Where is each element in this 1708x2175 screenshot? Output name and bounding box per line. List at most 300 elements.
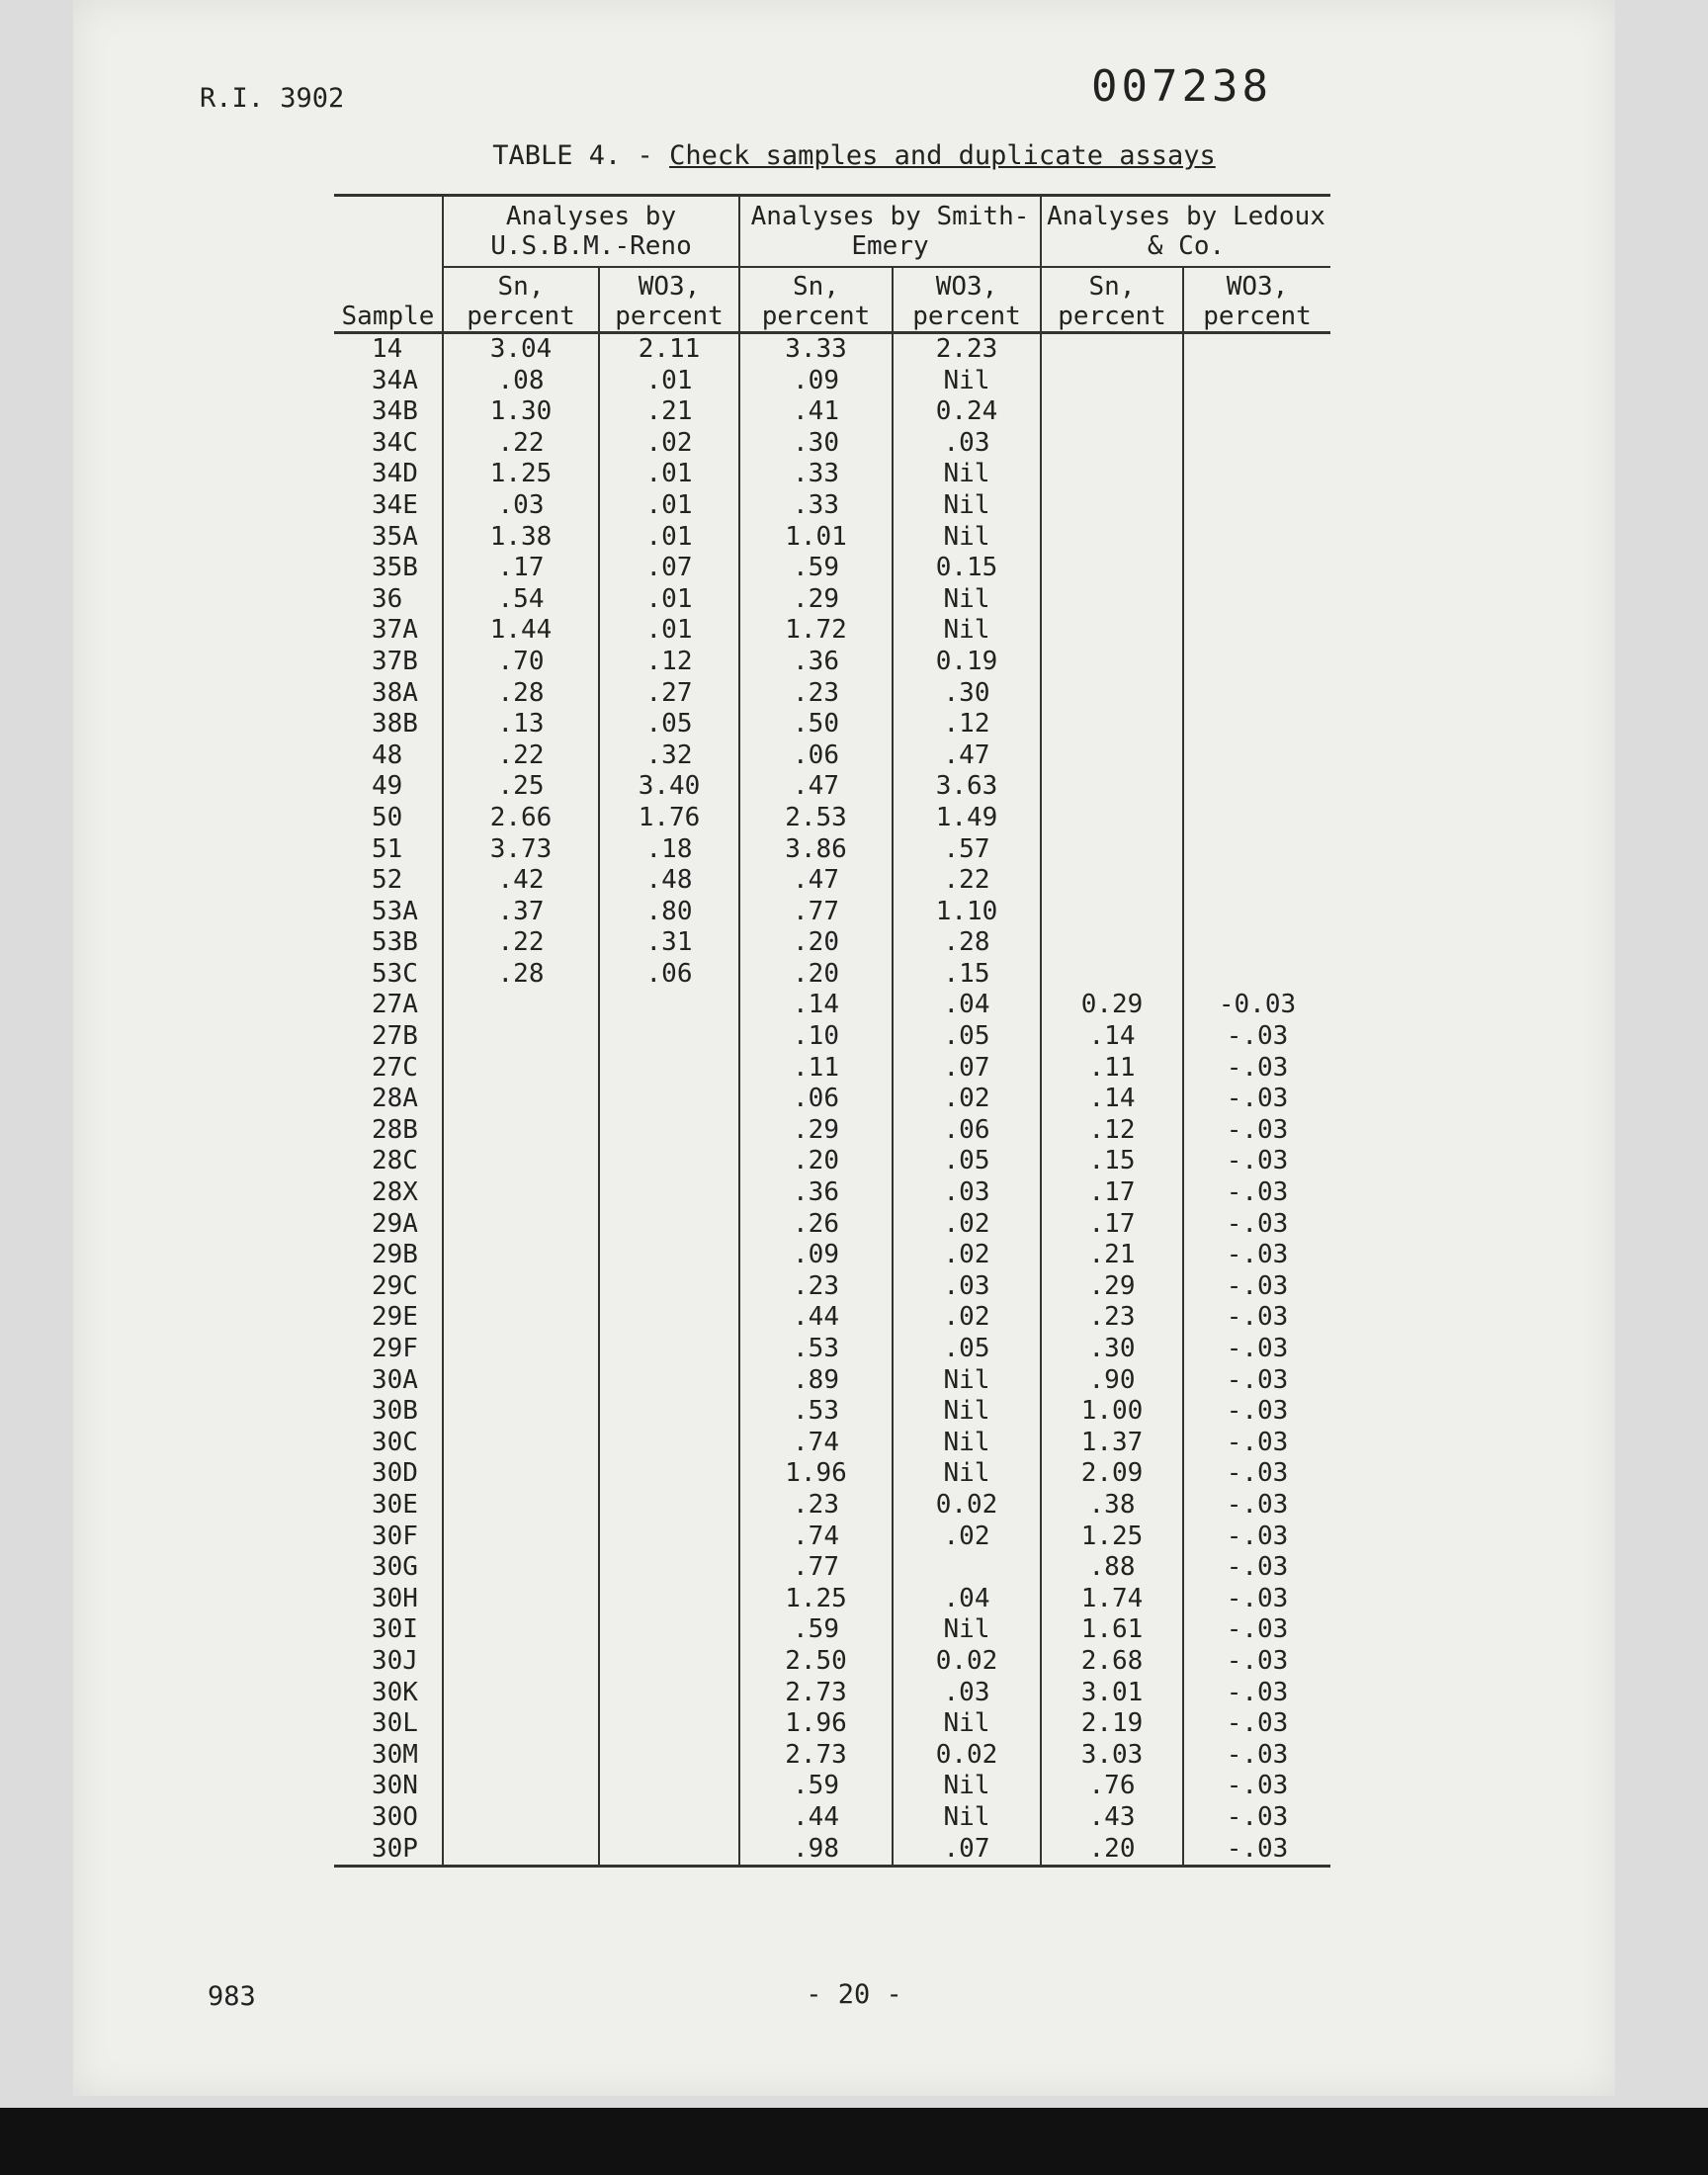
assay-table-container bbox=[334, 194, 1330, 1868]
scan-border bbox=[0, 2108, 1708, 2175]
ledoux-wo3-cell: -.03 bbox=[1183, 1428, 1330, 1459]
usbm-wo3-cell bbox=[599, 1271, 739, 1303]
ledoux-wo3-cell: -.03 bbox=[1183, 1552, 1330, 1584]
ledoux-wo3-cell bbox=[1183, 865, 1330, 897]
smith-sn-cell: .09 bbox=[739, 1240, 893, 1271]
smith-wo3-cell: Nil bbox=[893, 615, 1041, 647]
sample-cell: 30I bbox=[372, 1614, 418, 1645]
ledoux-sn-cell bbox=[1041, 366, 1183, 397]
ledoux-sn-cell bbox=[1041, 803, 1183, 834]
usbm-sn-cell bbox=[443, 1240, 599, 1271]
table-row bbox=[334, 522, 1330, 554]
smith-sn-cell: .74 bbox=[739, 1522, 893, 1553]
sample-cell: 53A bbox=[372, 896, 418, 926]
usbm-sn-cell bbox=[443, 1365, 599, 1397]
ledoux-wo3-cell: -.03 bbox=[1183, 1084, 1330, 1115]
ledoux-wo3-cell bbox=[1183, 927, 1330, 959]
ledoux-wo3-cell bbox=[1183, 459, 1330, 490]
usbm-sn-cell: 1.30 bbox=[443, 396, 599, 428]
ledoux-sn-cell bbox=[1041, 522, 1183, 554]
usbm-sn-cell: 2.66 bbox=[443, 803, 599, 834]
usbm-wo3-cell bbox=[599, 1646, 739, 1678]
sample-cell: 30C bbox=[372, 1427, 418, 1457]
smith-sn-cell: .53 bbox=[739, 1396, 893, 1428]
ledoux-wo3-cell: -.03 bbox=[1183, 1115, 1330, 1147]
table-row bbox=[334, 1708, 1330, 1740]
smith-sn-cell: .29 bbox=[739, 1115, 893, 1147]
usbm-wo3-cell bbox=[599, 1428, 739, 1459]
smith-wo3-cell: .02 bbox=[893, 1522, 1041, 1553]
ledoux-wo3-cell: -.03 bbox=[1183, 1209, 1330, 1241]
smith-sn-cell: .44 bbox=[739, 1802, 893, 1834]
sample-cell: 28C bbox=[372, 1146, 418, 1176]
ledoux-sn-cell bbox=[1041, 834, 1183, 866]
smith-wo3-cell: .57 bbox=[893, 834, 1041, 866]
smith-sn-cell: 1.01 bbox=[739, 522, 893, 554]
ledoux-sn-cell: 2.09 bbox=[1041, 1458, 1183, 1490]
sample-cell: 35A bbox=[372, 521, 418, 552]
sample-cell: 34E bbox=[372, 489, 418, 520]
smith-wo3-cell: 0.02 bbox=[893, 1646, 1041, 1678]
table-row bbox=[334, 1614, 1330, 1646]
table-row bbox=[334, 1834, 1330, 1867]
ledoux-sn-cell bbox=[1041, 771, 1183, 803]
usbm-wo3-cell: .07 bbox=[599, 553, 739, 584]
sample-cell: 35B bbox=[372, 553, 418, 583]
usbm-wo3-cell bbox=[599, 1240, 739, 1271]
ledoux-wo3-cell: -.03 bbox=[1183, 1271, 1330, 1303]
smith-sn-cell: 3.86 bbox=[739, 834, 893, 866]
table-row bbox=[334, 1146, 1330, 1177]
sample-cell: 30B bbox=[372, 1396, 418, 1427]
usbm-wo3-cell bbox=[599, 1396, 739, 1428]
ledoux-wo3-cell: -.03 bbox=[1183, 1614, 1330, 1646]
table-row bbox=[334, 897, 1330, 928]
ledoux-sn-cell bbox=[1041, 959, 1183, 991]
smith-wo3-cell: Nil bbox=[893, 490, 1041, 522]
ledoux-wo3-cell: -.03 bbox=[1183, 1834, 1330, 1867]
sample-cell: 34B bbox=[372, 396, 418, 427]
smith-sn-cell: .20 bbox=[739, 959, 893, 991]
sample-cell: 30F bbox=[372, 1521, 418, 1551]
usbm-wo3-cell: .18 bbox=[599, 834, 739, 866]
ledoux-wo3-cell: -0.03 bbox=[1183, 990, 1330, 1021]
table-row bbox=[334, 615, 1330, 647]
ledoux-wo3-cell: -.03 bbox=[1183, 1365, 1330, 1397]
usbm-wo3-cell bbox=[599, 1334, 739, 1365]
table-row bbox=[334, 553, 1330, 584]
table-row bbox=[334, 396, 1330, 428]
sample-cell: 50 bbox=[372, 802, 403, 832]
smith-sn-cell: .11 bbox=[739, 1053, 893, 1085]
smith-sn-cell: .59 bbox=[739, 1614, 893, 1646]
table-row bbox=[334, 865, 1330, 897]
table-row bbox=[334, 1084, 1330, 1115]
assay-table bbox=[334, 194, 1330, 1868]
ledoux-wo3-cell bbox=[1183, 803, 1330, 834]
sample-group-spacer bbox=[334, 196, 443, 268]
usbm-wo3-cell: 2.11 bbox=[599, 333, 739, 366]
smith-wo3-cell: 0.24 bbox=[893, 396, 1041, 428]
ledoux-wo3-cell bbox=[1183, 771, 1330, 803]
ledoux-sn-cell bbox=[1041, 927, 1183, 959]
smith-sn-cell: .89 bbox=[739, 1365, 893, 1397]
smith-wo3-cell: Nil bbox=[893, 366, 1041, 397]
usbm-wo3-cell bbox=[599, 1678, 739, 1709]
ledoux-wo3-cell: -.03 bbox=[1183, 1584, 1330, 1615]
smith-sn-cell: .20 bbox=[739, 927, 893, 959]
usbm-wo3-cell: .01 bbox=[599, 490, 739, 522]
ledoux-sn-cell bbox=[1041, 897, 1183, 928]
usbm-wo3-cell bbox=[599, 1802, 739, 1834]
smith-wo3-cell: 0.19 bbox=[893, 647, 1041, 678]
ledoux-wo3-cell: -.03 bbox=[1183, 1646, 1330, 1678]
smith-wo3-cell: .22 bbox=[893, 865, 1041, 897]
table-row bbox=[334, 740, 1330, 772]
usbm-sn-cell bbox=[443, 1428, 599, 1459]
usbm-wo3-cell: .02 bbox=[599, 428, 739, 460]
usbm-sn-cell: .03 bbox=[443, 490, 599, 522]
smith-sn-cell: .09 bbox=[739, 366, 893, 397]
usbm-wo3-cell: .05 bbox=[599, 709, 739, 740]
sample-cell: 30G bbox=[372, 1552, 418, 1583]
smith-wo3-cell: .30 bbox=[893, 678, 1041, 710]
ledoux-sn-cell: .38 bbox=[1041, 1490, 1183, 1522]
smith-wo3-cell: 2.23 bbox=[893, 333, 1041, 366]
usbm-sn-cell bbox=[443, 1552, 599, 1584]
usbm-sn-cell: .13 bbox=[443, 709, 599, 740]
usbm-sn-cell bbox=[443, 1802, 599, 1834]
ledoux-sn-cell: 1.25 bbox=[1041, 1522, 1183, 1553]
smith-wo3-cell: 3.63 bbox=[893, 771, 1041, 803]
table-row bbox=[334, 1802, 1330, 1834]
smith-sn-cell: .50 bbox=[739, 709, 893, 740]
usbm-sn-cell bbox=[443, 1209, 599, 1241]
table-row bbox=[334, 803, 1330, 834]
column-header-smith-sn: Sn, percent bbox=[739, 267, 893, 333]
usbm-sn-cell bbox=[443, 1678, 599, 1709]
ledoux-sn-cell bbox=[1041, 584, 1183, 616]
usbm-wo3-cell bbox=[599, 1302, 739, 1334]
usbm-sn-cell bbox=[443, 1396, 599, 1428]
smith-wo3-cell: .03 bbox=[893, 1271, 1041, 1303]
sample-cell: 38B bbox=[372, 709, 418, 740]
smith-sn-cell: .23 bbox=[739, 678, 893, 710]
table-row bbox=[334, 1396, 1330, 1428]
usbm-sn-cell bbox=[443, 1177, 599, 1209]
smith-wo3-cell: .02 bbox=[893, 1084, 1041, 1115]
smith-sn-cell: .10 bbox=[739, 1021, 893, 1053]
ledoux-sn-cell bbox=[1041, 865, 1183, 897]
table-row bbox=[334, 990, 1330, 1021]
usbm-sn-cell: 1.38 bbox=[443, 522, 599, 554]
smith-sn-cell: 1.96 bbox=[739, 1708, 893, 1740]
smith-wo3-cell: Nil bbox=[893, 1365, 1041, 1397]
usbm-sn-cell bbox=[443, 1271, 599, 1303]
smith-wo3-cell bbox=[893, 1552, 1041, 1584]
table-row bbox=[334, 459, 1330, 490]
smith-wo3-cell: .28 bbox=[893, 927, 1041, 959]
ledoux-sn-cell: 2.19 bbox=[1041, 1708, 1183, 1740]
usbm-sn-cell: .17 bbox=[443, 553, 599, 584]
assay-table-body bbox=[334, 333, 1330, 1867]
sample-cell: 34D bbox=[372, 459, 418, 489]
ledoux-sn-cell bbox=[1041, 459, 1183, 490]
usbm-sn-cell bbox=[443, 1021, 599, 1053]
ledoux-sn-cell: 3.03 bbox=[1041, 1740, 1183, 1772]
ledoux-wo3-cell bbox=[1183, 897, 1330, 928]
ledoux-wo3-cell: -.03 bbox=[1183, 1490, 1330, 1522]
sample-cell: 34C bbox=[372, 427, 418, 458]
table-row bbox=[334, 428, 1330, 460]
column-header-ledoux-wo3: WO3, percent bbox=[1183, 267, 1330, 333]
smith-wo3-cell: Nil bbox=[893, 459, 1041, 490]
smith-sn-cell: .74 bbox=[739, 1428, 893, 1459]
sample-cell: 29F bbox=[372, 1334, 418, 1363]
column-header-smith-wo3: WO3, percent bbox=[893, 267, 1041, 333]
ledoux-sn-cell bbox=[1041, 709, 1183, 740]
ledoux-sn-cell: .21 bbox=[1041, 1240, 1183, 1271]
sample-cell: 14 bbox=[372, 334, 403, 364]
smith-sn-cell: .23 bbox=[739, 1271, 893, 1303]
table-row bbox=[334, 490, 1330, 522]
table-row bbox=[334, 1177, 1330, 1209]
sample-cell: 27C bbox=[372, 1052, 418, 1083]
sample-cell: 28B bbox=[372, 1114, 418, 1145]
usbm-sn-cell bbox=[443, 1146, 599, 1177]
ledoux-sn-cell: .20 bbox=[1041, 1834, 1183, 1867]
usbm-sn-cell bbox=[443, 1084, 599, 1115]
smith-wo3-cell: Nil bbox=[893, 522, 1041, 554]
table-row bbox=[334, 1428, 1330, 1459]
smith-sn-cell: 2.73 bbox=[739, 1740, 893, 1772]
smith-sn-cell: .23 bbox=[739, 1490, 893, 1522]
usbm-wo3-cell bbox=[599, 1490, 739, 1522]
smith-wo3-cell: Nil bbox=[893, 584, 1041, 616]
ledoux-sn-cell: .88 bbox=[1041, 1552, 1183, 1584]
table-row bbox=[334, 709, 1330, 740]
sample-cell: 38A bbox=[372, 677, 418, 708]
ledoux-sn-cell bbox=[1041, 740, 1183, 772]
column-header-usbm-wo3: WO3, percent bbox=[599, 267, 739, 333]
usbm-wo3-cell: .12 bbox=[599, 647, 739, 678]
table-row bbox=[334, 1053, 1330, 1085]
sample-cell: 37A bbox=[372, 615, 418, 646]
smith-wo3-cell: .03 bbox=[893, 1678, 1041, 1709]
usbm-wo3-cell bbox=[599, 1771, 739, 1802]
usbm-wo3-cell bbox=[599, 1614, 739, 1646]
ledoux-wo3-cell: -.03 bbox=[1183, 1302, 1330, 1334]
usbm-wo3-cell bbox=[599, 1708, 739, 1740]
smith-wo3-cell: 0.15 bbox=[893, 553, 1041, 584]
smith-wo3-cell: .05 bbox=[893, 1334, 1041, 1365]
table-row bbox=[334, 1458, 1330, 1490]
smith-sn-cell: .33 bbox=[739, 490, 893, 522]
usbm-sn-cell: .70 bbox=[443, 647, 599, 678]
table-row bbox=[334, 1240, 1330, 1271]
sample-cell: 30K bbox=[372, 1677, 418, 1707]
smith-sn-cell: .44 bbox=[739, 1302, 893, 1334]
ledoux-sn-cell: .14 bbox=[1041, 1021, 1183, 1053]
ledoux-sn-cell: .11 bbox=[1041, 1053, 1183, 1085]
table-row bbox=[334, 1552, 1330, 1584]
ledoux-sn-cell: 1.74 bbox=[1041, 1584, 1183, 1615]
report-id: R.I. 3902 bbox=[200, 83, 345, 114]
ledoux-sn-cell bbox=[1041, 678, 1183, 710]
usbm-wo3-cell bbox=[599, 1053, 739, 1085]
table-row bbox=[334, 1646, 1330, 1678]
usbm-sn-cell bbox=[443, 1646, 599, 1678]
sample-cell: 36 bbox=[372, 583, 403, 614]
smith-wo3-cell: Nil bbox=[893, 1802, 1041, 1834]
usbm-sn-cell: 3.04 bbox=[443, 333, 599, 366]
smith-sn-cell: .30 bbox=[739, 428, 893, 460]
usbm-wo3-cell: .31 bbox=[599, 927, 739, 959]
smith-sn-cell: .98 bbox=[739, 1834, 893, 1867]
sample-cell: 27A bbox=[372, 990, 418, 1020]
usbm-sn-cell: 3.73 bbox=[443, 834, 599, 866]
ledoux-wo3-cell bbox=[1183, 959, 1330, 991]
table-row bbox=[334, 1209, 1330, 1241]
sample-cell: 30L bbox=[372, 1708, 418, 1739]
ledoux-sn-cell: .30 bbox=[1041, 1334, 1183, 1365]
footer-code: 983 bbox=[208, 1981, 256, 2012]
ledoux-wo3-cell: -.03 bbox=[1183, 1771, 1330, 1802]
sample-cell: 53B bbox=[372, 927, 418, 958]
table-row bbox=[334, 959, 1330, 991]
sample-cell: 53C bbox=[372, 958, 418, 989]
smith-sn-cell: .59 bbox=[739, 553, 893, 584]
smith-sn-cell: 1.96 bbox=[739, 1458, 893, 1490]
smith-wo3-cell: .05 bbox=[893, 1021, 1041, 1053]
smith-sn-cell: .14 bbox=[739, 990, 893, 1021]
smith-sn-cell: .47 bbox=[739, 771, 893, 803]
usbm-wo3-cell: 1.76 bbox=[599, 803, 739, 834]
ledoux-sn-cell bbox=[1041, 396, 1183, 428]
sample-cell: 49 bbox=[372, 771, 403, 802]
table-title bbox=[0, 140, 1708, 171]
smith-wo3-cell: .07 bbox=[893, 1053, 1041, 1085]
smith-wo3-cell: .02 bbox=[893, 1240, 1041, 1271]
ledoux-sn-cell: .14 bbox=[1041, 1084, 1183, 1115]
sample-cell: 30P bbox=[334, 1834, 443, 1867]
ledoux-wo3-cell bbox=[1183, 709, 1330, 740]
sample-cell: 29C bbox=[372, 1270, 418, 1301]
usbm-sn-cell: .22 bbox=[443, 740, 599, 772]
ledoux-sn-cell: .12 bbox=[1041, 1115, 1183, 1147]
ledoux-wo3-cell: -.03 bbox=[1183, 1740, 1330, 1772]
smith-wo3-cell: .15 bbox=[893, 959, 1041, 991]
column-header-usbm-sn: Sn, percent bbox=[443, 267, 599, 333]
ledoux-wo3-cell bbox=[1183, 366, 1330, 397]
usbm-wo3-cell: .01 bbox=[599, 459, 739, 490]
usbm-sn-cell: .37 bbox=[443, 897, 599, 928]
sample-cell: 30D bbox=[372, 1458, 418, 1489]
usbm-sn-cell: .42 bbox=[443, 865, 599, 897]
ledoux-wo3-cell: -.03 bbox=[1183, 1334, 1330, 1365]
smith-sn-cell: .06 bbox=[739, 1084, 893, 1115]
usbm-sn-cell bbox=[443, 1458, 599, 1490]
usbm-wo3-cell bbox=[599, 1458, 739, 1490]
smith-wo3-cell: .07 bbox=[893, 1834, 1041, 1867]
sample-cell: 27B bbox=[372, 1021, 418, 1052]
ledoux-sn-cell bbox=[1041, 553, 1183, 584]
usbm-sn-cell: .08 bbox=[443, 366, 599, 397]
group-header-smith-emery: Analyses by Smith-Emery bbox=[739, 196, 1041, 268]
usbm-wo3-cell: .01 bbox=[599, 522, 739, 554]
smith-sn-cell: 1.25 bbox=[739, 1584, 893, 1615]
ledoux-sn-cell: .76 bbox=[1041, 1771, 1183, 1802]
page-number: - 20 - bbox=[806, 1979, 902, 2010]
ledoux-sn-cell bbox=[1041, 615, 1183, 647]
table-row bbox=[334, 1271, 1330, 1303]
smith-sn-cell: .53 bbox=[739, 1334, 893, 1365]
table-row bbox=[334, 1021, 1330, 1053]
usbm-wo3-cell bbox=[599, 1552, 739, 1584]
ledoux-sn-cell: .29 bbox=[1041, 1271, 1183, 1303]
usbm-sn-cell bbox=[443, 1740, 599, 1772]
usbm-sn-cell bbox=[443, 1053, 599, 1085]
ledoux-sn-cell bbox=[1041, 647, 1183, 678]
table-row bbox=[334, 1490, 1330, 1522]
ledoux-sn-cell: .90 bbox=[1041, 1365, 1183, 1397]
ledoux-wo3-cell bbox=[1183, 553, 1330, 584]
table-row bbox=[334, 678, 1330, 710]
table-row bbox=[334, 1771, 1330, 1802]
ledoux-wo3-cell: -.03 bbox=[1183, 1522, 1330, 1553]
smith-wo3-cell: 1.10 bbox=[893, 897, 1041, 928]
usbm-wo3-cell bbox=[599, 1740, 739, 1772]
smith-sn-cell: 2.50 bbox=[739, 1646, 893, 1678]
table-row bbox=[334, 834, 1330, 866]
smith-wo3-cell: .03 bbox=[893, 1177, 1041, 1209]
smith-sn-cell: .59 bbox=[739, 1771, 893, 1802]
smith-wo3-cell: .03 bbox=[893, 428, 1041, 460]
usbm-wo3-cell bbox=[599, 1834, 739, 1867]
usbm-sn-cell bbox=[443, 1708, 599, 1740]
smith-sn-cell: .26 bbox=[739, 1209, 893, 1241]
smith-sn-cell: .41 bbox=[739, 396, 893, 428]
ledoux-sn-cell: 1.61 bbox=[1041, 1614, 1183, 1646]
ledoux-wo3-cell bbox=[1183, 647, 1330, 678]
usbm-sn-cell bbox=[443, 990, 599, 1021]
usbm-sn-cell bbox=[443, 1584, 599, 1615]
usbm-wo3-cell bbox=[599, 1146, 739, 1177]
usbm-sn-cell bbox=[443, 1302, 599, 1334]
smith-sn-cell: 1.72 bbox=[739, 615, 893, 647]
table-row bbox=[334, 1334, 1330, 1365]
usbm-sn-cell: .25 bbox=[443, 771, 599, 803]
table-row bbox=[334, 584, 1330, 616]
usbm-sn-cell: 1.44 bbox=[443, 615, 599, 647]
ledoux-sn-cell: .17 bbox=[1041, 1209, 1183, 1241]
table-row bbox=[334, 1740, 1330, 1772]
smith-sn-cell: 2.73 bbox=[739, 1678, 893, 1709]
sample-cell: 28X bbox=[372, 1177, 418, 1208]
usbm-wo3-cell: .21 bbox=[599, 396, 739, 428]
group-header-usbm: Analyses by U.S.B.M.-Reno bbox=[443, 196, 739, 268]
ledoux-sn-cell: 3.01 bbox=[1041, 1678, 1183, 1709]
ledoux-sn-cell bbox=[1041, 333, 1183, 366]
usbm-sn-cell: .54 bbox=[443, 584, 599, 616]
ledoux-wo3-cell bbox=[1183, 428, 1330, 460]
sample-cell: 29B bbox=[372, 1240, 418, 1270]
ledoux-wo3-cell bbox=[1183, 834, 1330, 866]
ledoux-wo3-cell: -.03 bbox=[1183, 1802, 1330, 1834]
sample-cell: 30M bbox=[372, 1739, 418, 1770]
smith-wo3-cell: .06 bbox=[893, 1115, 1041, 1147]
usbm-wo3-cell: .32 bbox=[599, 740, 739, 772]
